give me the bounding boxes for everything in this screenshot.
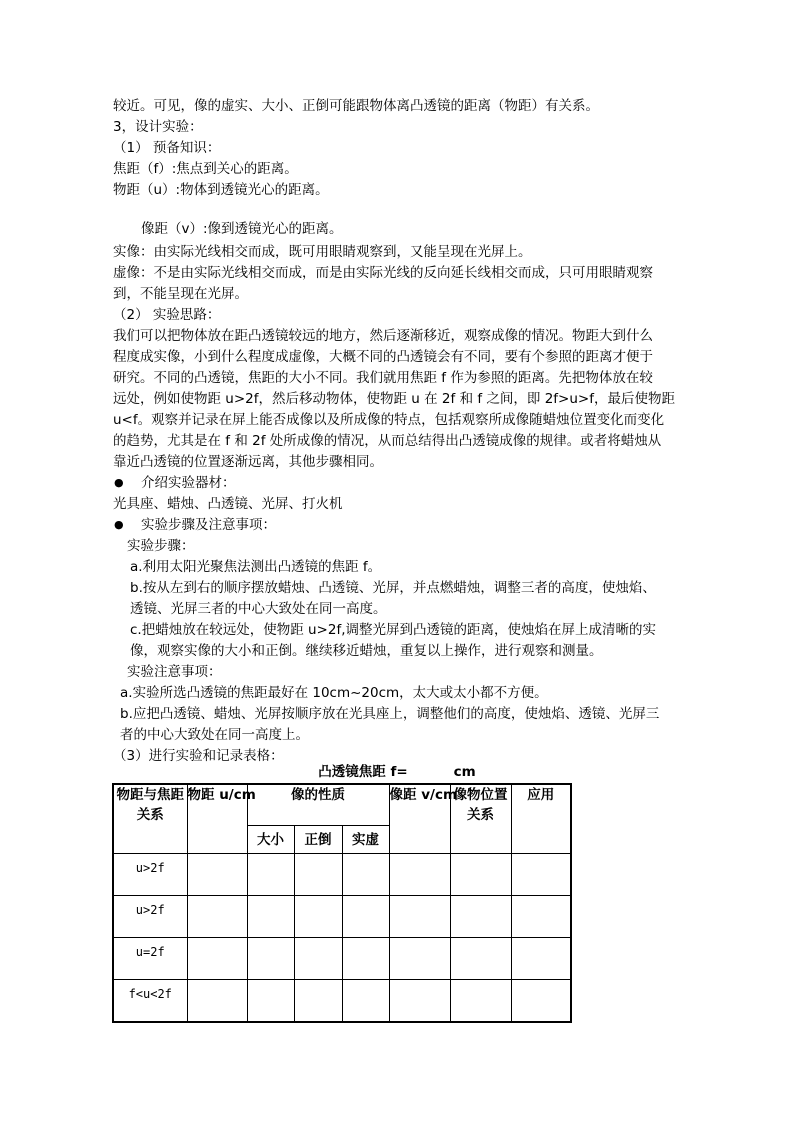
record-table-heading: （3）进行实验和记录表格： (113, 748, 284, 764)
header-image-distance: 像距 v/cm (389, 784, 450, 854)
step-a: a.利用太阳光聚焦法测出凸透镜的焦距 f。 (130, 559, 382, 575)
table-cell[interactable] (342, 938, 389, 980)
header-application: 应用 (511, 784, 571, 854)
table-cell[interactable] (247, 854, 294, 896)
header-object-distance: 物距 u/cm (187, 784, 247, 854)
table-cell[interactable] (294, 854, 342, 896)
note-b-line-1: b.应把凸透镜、蜡烛、光屏按顺序放在光具座上，调整他们的高度，使烛焰、透镜、光屏三 (120, 706, 660, 722)
image-distance-definition: 像距（v）:像到透镜光心的距离。 (141, 221, 343, 237)
table-cell[interactable] (247, 980, 294, 1023)
steps-heading: 实验步骤： (127, 538, 195, 554)
note-a: a.实验所选凸透镜的焦距最好在 10cm~20cm，太大或太小都不方便。 (120, 685, 548, 701)
bullet-icon: ● (114, 476, 124, 489)
table-cell[interactable] (187, 938, 247, 980)
idea-paragraph-line-4: 远处，例如使物距 u>2f，然后移动物体，使物距 u 在 2f 和 f 之间，即 2f>u>f，最后使物距 (113, 391, 675, 407)
table-cell[interactable] (342, 980, 389, 1023)
row-label: u>2f (113, 854, 187, 896)
record-table (112, 783, 572, 1023)
header-relation: 物距与焦距关系 (113, 784, 187, 854)
idea-paragraph-line-5: u<f。观察并记录在屏上能否成像以及所成像的特点，包括观察所成像随蜡烛位置变化而变化 (113, 412, 665, 428)
table-cell[interactable] (511, 938, 571, 980)
row-label: u=2f (113, 938, 187, 980)
bullet-icon: ● (114, 518, 124, 531)
step-b-line-2: 透镜、光屏三者的中心大致处在同一高度。 (130, 601, 387, 617)
real-image-definition: 实像：由实际光线相交而成，既可用眼睛观察到，又能呈现在光屏上。 (113, 244, 532, 260)
table-caption-label: 凸透镜焦距 f= (318, 764, 408, 780)
table-cell[interactable] (294, 980, 342, 1023)
header-position-relation: 像物位置关系 (450, 784, 511, 854)
table-cell[interactable] (187, 896, 247, 938)
table-cell[interactable] (342, 854, 389, 896)
virtual-image-definition-2: 到，不能呈现在光屏。 (113, 286, 248, 302)
table-row (113, 854, 571, 896)
table-cell[interactable] (187, 854, 247, 896)
virtual-image-definition-1: 虚像：不是由实际光线相交而成，而是由实际光线的反向延长线相交而成，只可用眼睛观察 (113, 265, 653, 281)
table-row (113, 896, 571, 938)
experiment-idea-heading: （2） 实验思路： (113, 307, 221, 323)
table-row (113, 980, 571, 1023)
table-cell[interactable] (450, 980, 511, 1023)
table-cell[interactable] (511, 980, 571, 1023)
notes-heading: 实验注意事项： (127, 664, 222, 680)
idea-paragraph-line-2: 程度成实像，小到什么程度成虚像，大概不同的凸透镜会有不同，要有个参照的距离才便于 (113, 349, 653, 365)
table-cell[interactable] (389, 896, 450, 938)
idea-paragraph-line-1: 我们可以把物体放在距凸透镜较远的地方，然后逐渐移近，观察成像的情况。物距大到什么 (113, 328, 653, 344)
header-real-virtual: 实虚 (342, 826, 389, 854)
table-cell[interactable] (450, 896, 511, 938)
header-size: 大小 (247, 826, 294, 854)
idea-paragraph-line-7: 靠近凸透镜的位置逐渐远离，其他步骤相同。 (113, 454, 383, 470)
equipment-heading: 介绍实验器材： (141, 475, 236, 491)
table-cell[interactable] (389, 938, 450, 980)
table-caption-unit: cm (453, 764, 476, 780)
steps-notes-heading: 实验步骤及注意事项： (141, 517, 276, 533)
note-b-line-2: 者的中心大致处在同一高度上。 (120, 727, 309, 743)
idea-paragraph-line-3: 研究。不同的凸透镜，焦距的大小不同。我们就用焦距 f 作为参照的距离。先把物体放在较 (113, 370, 653, 386)
idea-paragraph-line-6: 的趋势，尤其是在 f 和 2f 处所成像的情况，从而总结得出凸透镜成像的规律。或者将蜡烛从 (113, 433, 662, 449)
table-caption (0, 763, 794, 781)
table-cell[interactable] (389, 980, 450, 1023)
header-orientation: 正倒 (294, 826, 342, 854)
object-distance-definition: 物距（u）:物体到透镜光心的距离。 (113, 182, 329, 198)
row-label: u>2f (113, 896, 187, 938)
prep-knowledge-heading: （1） 预备知识： (113, 140, 221, 156)
table-cell[interactable] (247, 896, 294, 938)
table-row (113, 938, 571, 980)
table-cell[interactable] (247, 938, 294, 980)
table-cell[interactable] (511, 854, 571, 896)
step-b-line-1: b.按从左到右的顺序摆放蜡烛、凸透镜、光屏，并点燃蜡烛，调整三者的高度，使烛焰、 (130, 580, 656, 596)
table-cell[interactable] (187, 980, 247, 1023)
table-cell[interactable] (511, 896, 571, 938)
table-cell[interactable] (389, 854, 450, 896)
table-cell[interactable] (450, 854, 511, 896)
equipment-list: 光具座、蜡烛、凸透镜、光屏、打火机 (113, 496, 343, 512)
table-cell[interactable] (294, 938, 342, 980)
table-cell[interactable] (294, 896, 342, 938)
section-3-heading: 3，设计实验： (113, 119, 203, 135)
focal-length-definition: 焦距（f）:焦点到关心的距离。 (113, 161, 298, 177)
header-image-nature: 像的性质 (247, 784, 389, 826)
row-label: f<u<2f (113, 980, 187, 1023)
step-c-line-2: 像，观察实像的大小和正倒。继续移近蜡烛，重复以上操作，进行观察和测量。 (130, 643, 603, 659)
table-cell[interactable] (450, 938, 511, 980)
text-line-conclusion: 较近。可见，像的虚实、大小、正倒可能跟物体离凸透镜的距离（物距）有关系。 (113, 98, 599, 114)
step-c-line-1: c.把蜡烛放在较远处，使物距 u>2f,调整光屏到凸透镜的距离，使烛焰在屏上成清晰的实 (130, 622, 657, 638)
table-cell[interactable] (342, 896, 389, 938)
